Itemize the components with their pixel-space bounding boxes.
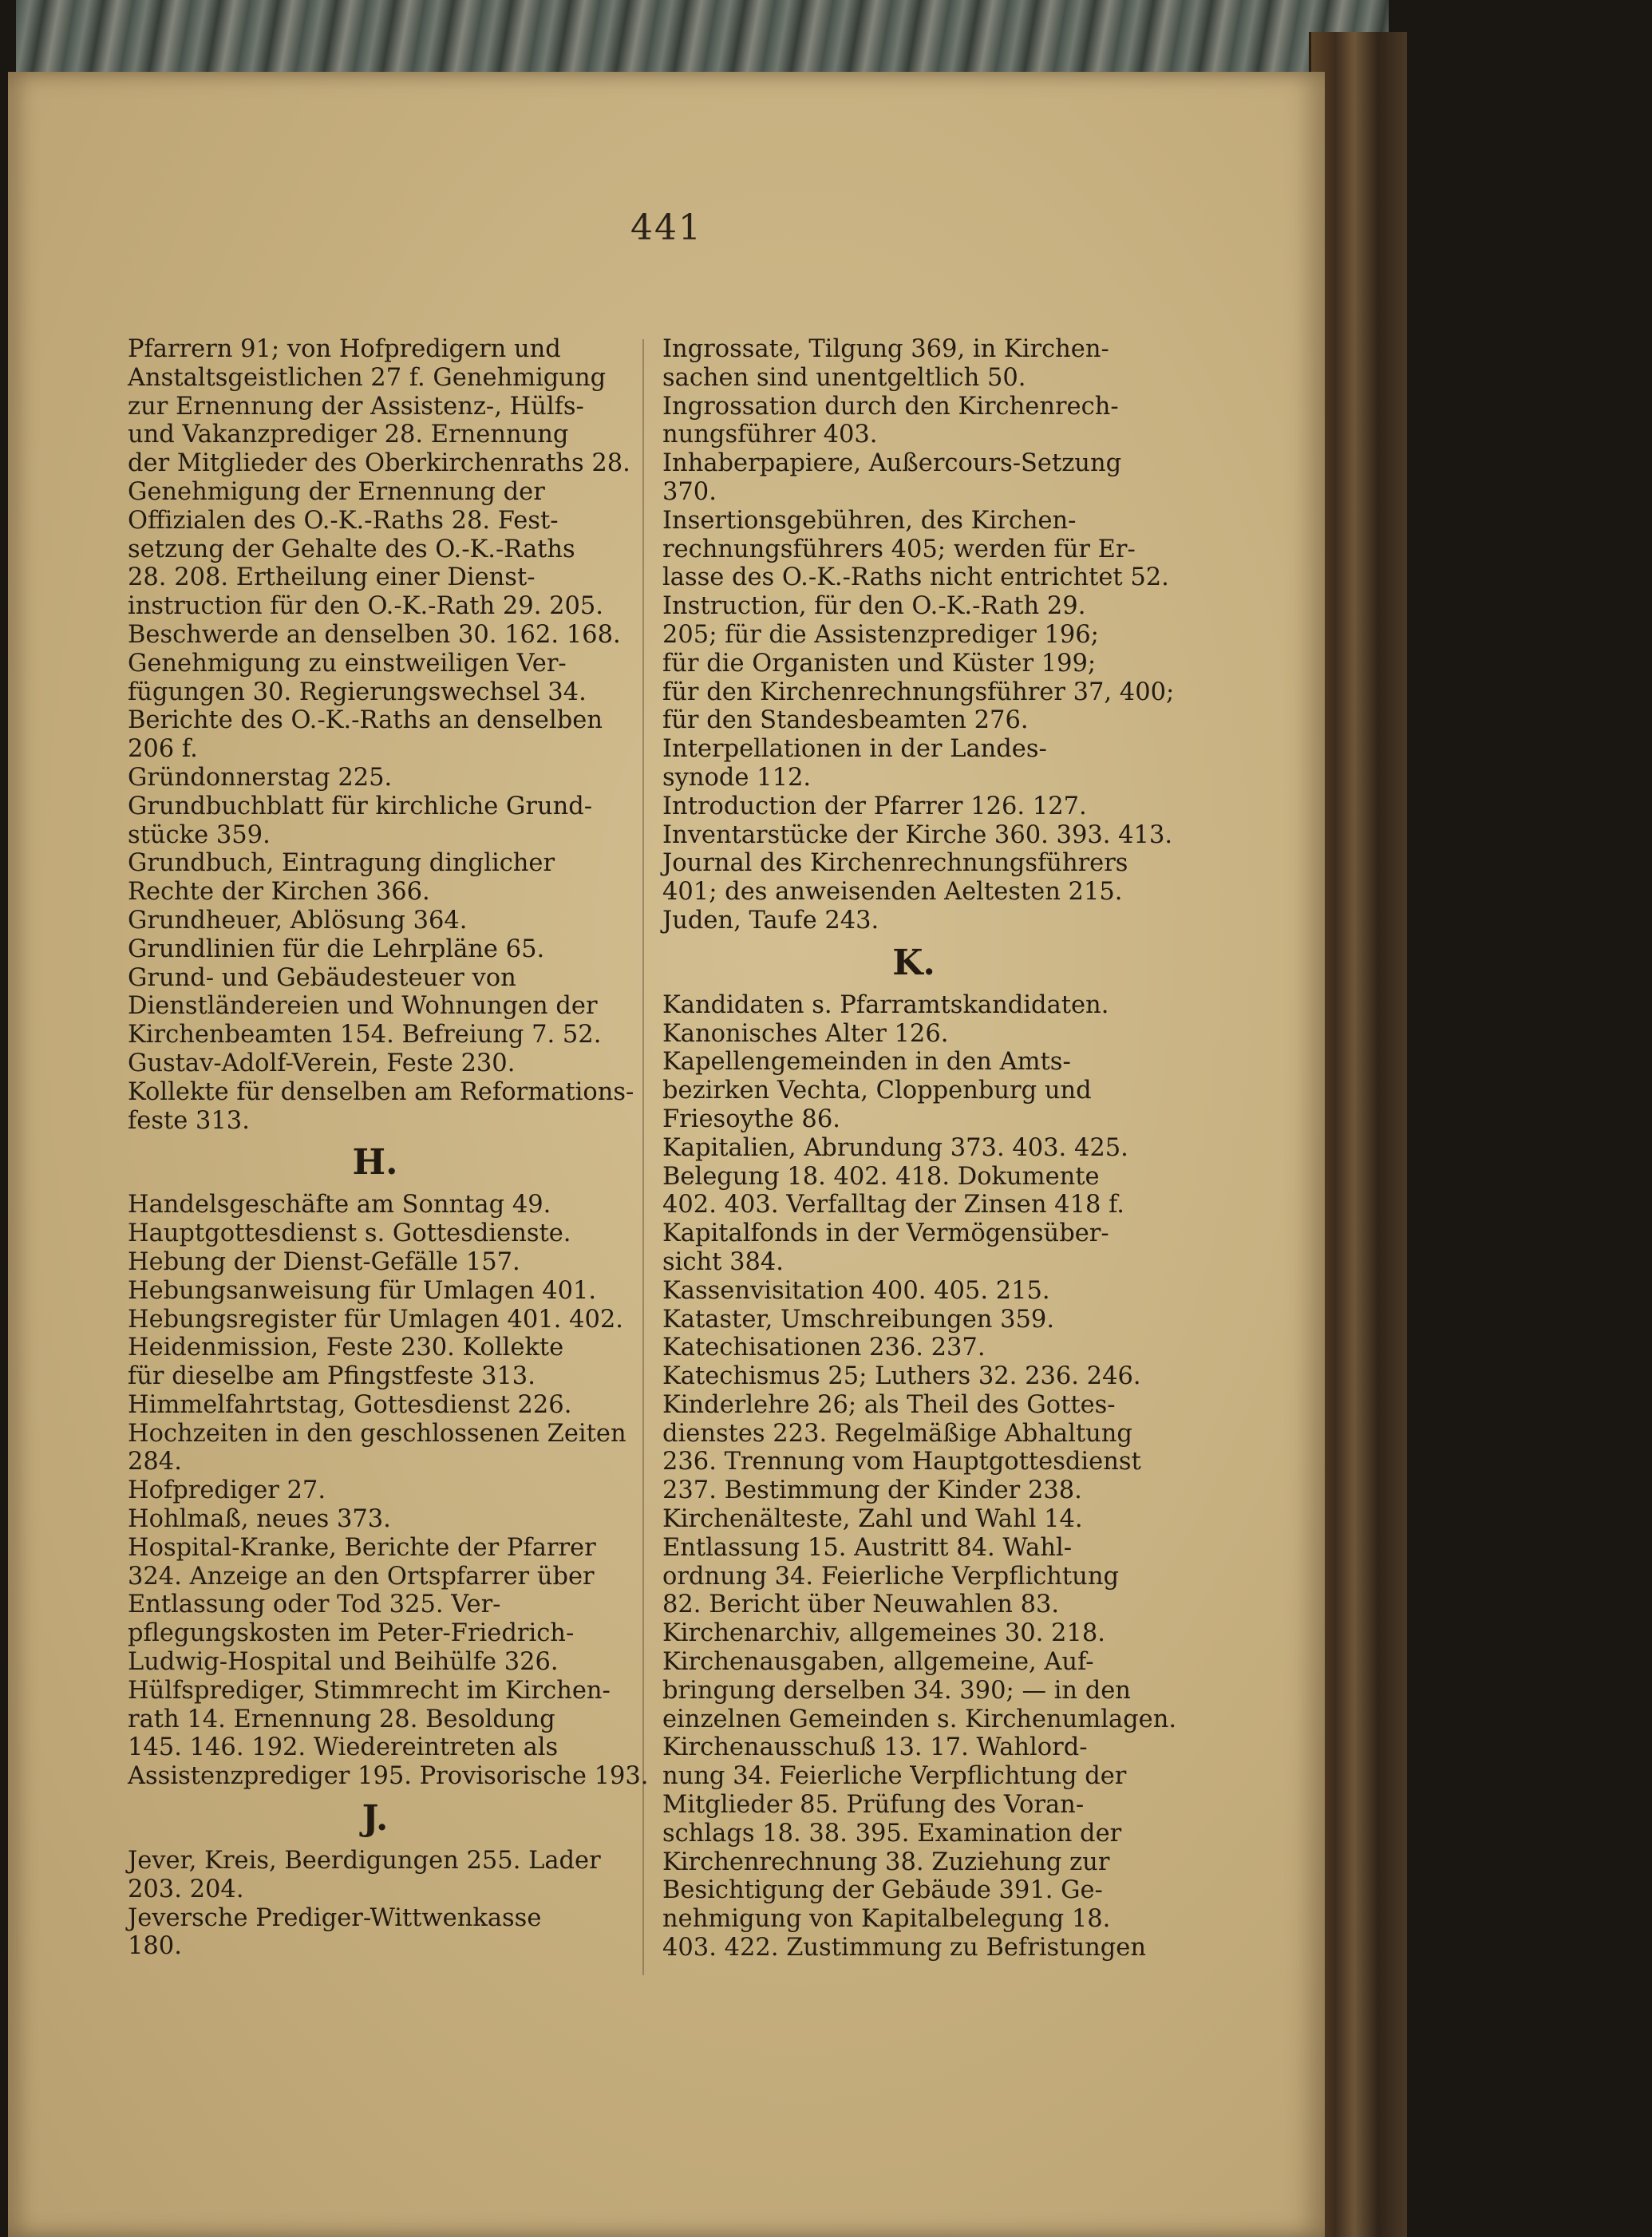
index-line: Entlassung 15. Austritt 84. Wahl- xyxy=(662,1533,1073,1562)
section-letter-h: H. xyxy=(352,1142,398,1184)
book-page xyxy=(8,72,1325,2237)
index-line: Rechte der Kirchen 366. xyxy=(128,878,430,907)
index-line: Ingrossate, Tilgung 369, in Kirchen- xyxy=(662,335,1109,363)
index-line: sachen sind unentgeltlich 50. xyxy=(662,363,1026,392)
index-line: nung 34. Feierliche Verpflichtung der xyxy=(662,1762,1127,1791)
index-line: 206 f. xyxy=(128,735,198,764)
index-line: 145. 146. 192. Wiedereintreten als xyxy=(128,1733,559,1762)
index-line: Juden, Taufe 243. xyxy=(662,906,879,935)
index-line: Inventarstücke der Kirche 360. 393. 413. xyxy=(662,820,1173,849)
index-line: Assistenzprediger 195. Provisorische 193. xyxy=(128,1762,649,1791)
index-line: nungsführer 403. xyxy=(662,421,878,449)
index-line: für dieselbe am Pfingstfeste 313. xyxy=(128,1362,536,1391)
index-line: Hospital-Kranke, Berichte der Pfarrer xyxy=(128,1533,596,1562)
index-line: Mitglieder 85. Prüfung des Voran- xyxy=(662,1791,1085,1820)
left-column xyxy=(128,335,649,1961)
index-line: Kinderlehre 26; als Theil des Gottes- xyxy=(662,1390,1116,1419)
index-line: synode 112. xyxy=(662,763,812,792)
index-line: einzelnen Gemeinden s. Kirchenumlagen. xyxy=(662,1705,1177,1733)
index-line: stücke 359. xyxy=(128,820,271,849)
index-line: Genehmigung zu einstweiligen Ver- xyxy=(128,649,567,678)
index-line: Hebungsregister für Umlagen 401. 402. xyxy=(128,1305,623,1334)
index-line: Jeversche Prediger-Wittwenkasse xyxy=(128,1903,542,1932)
index-line: Grundlinien für die Lehrpläne 65. xyxy=(128,935,545,963)
index-line: Kirchenälteste, Zahl und Wahl 14. xyxy=(662,1505,1083,1534)
index-line: 403. 422. Zustimmung zu Befristungen xyxy=(662,1934,1146,1962)
index-line: Ludwig-Hospital und Beihülfe 326. xyxy=(128,1648,559,1677)
index-line: 237. Bestimmung der Kinder 238. xyxy=(662,1476,1082,1505)
index-line: Friesoythe 86. xyxy=(662,1105,840,1133)
index-block-k xyxy=(662,990,1177,1962)
index-line: sicht 384. xyxy=(662,1247,784,1276)
index-line: 324. Anzeige an den Ortspfarrer über xyxy=(128,1562,595,1591)
index-line: Kirchenausgaben, allgemeine, Auf- xyxy=(662,1648,1094,1677)
index-line: Grund- und Gebäudesteuer von xyxy=(128,963,516,992)
index-line: bringung derselben 34. 390; — in den xyxy=(662,1676,1131,1705)
index-line: Jever, Kreis, Beerdigungen 255. Lader xyxy=(128,1847,601,1875)
index-line: Hohlmaß, neues 373. xyxy=(128,1505,391,1534)
index-line: 28. 208. Ertheilung einer Dienst- xyxy=(128,563,536,592)
index-line: Instruction, für den O.-K.-Rath 29. xyxy=(662,592,1086,621)
index-line: rath 14. Ernennung 28. Besoldung xyxy=(128,1705,555,1733)
index-line: Kirchenrechnung 38. Zuziehung zur xyxy=(662,1848,1110,1876)
index-line: Grundbuchblatt für kirchliche Grund- xyxy=(128,792,593,820)
index-line: 205; für die Assistenzprediger 196; xyxy=(662,620,1099,649)
index-line: Grundbuch, Eintragung dinglicher xyxy=(128,849,555,878)
right-column xyxy=(662,335,1177,1962)
index-line: Kanonisches Alter 126. xyxy=(662,1019,949,1048)
index-line: schlags 18. 38. 395. Examination der xyxy=(662,1819,1122,1848)
section-letter-j: J. xyxy=(362,1798,389,1840)
column-divider xyxy=(642,339,644,1975)
index-line: Pfarrern 91; von Hofpredigern und xyxy=(128,335,561,363)
index-line: pflegungskosten im Peter-Friedrich- xyxy=(128,1619,575,1648)
index-line: Kirchenarchiv, allgemeines 30. 218. xyxy=(662,1619,1105,1648)
index-line: Insertionsgebühren, des Kirchen- xyxy=(662,506,1077,535)
index-line: Handelsgeschäfte am Sonntag 49. xyxy=(128,1191,551,1219)
index-line: dienstes 223. Regelmäßige Abhaltung xyxy=(662,1419,1132,1448)
index-line: Gustav-Adolf-Verein, Feste 230. xyxy=(128,1049,516,1077)
index-line: Kirchenausschuß 13. 17. Wahlord- xyxy=(662,1733,1088,1762)
section-letter-k: K. xyxy=(892,942,935,983)
index-line: Kapitalfonds in der Vermögensüber- xyxy=(662,1219,1109,1248)
index-line: Kapellengemeinden in den Amts- xyxy=(662,1048,1071,1077)
index-line: Heidenmission, Feste 230. Kollekte xyxy=(128,1334,564,1362)
index-line: Kassenvisitation 400. 405. 215. xyxy=(662,1276,1050,1305)
index-line: setzung der Gehalte des O.-K.-Raths xyxy=(128,535,575,563)
index-line: für den Standesbeamten 276. xyxy=(662,706,1029,735)
index-line: 370. xyxy=(662,477,717,506)
index-line: fügungen 30. Regierungswechsel 34. xyxy=(128,678,587,706)
index-line: instruction für den O.-K.-Rath 29. 205. xyxy=(128,592,604,621)
index-line: rechnungsführers 405; werden für Er- xyxy=(662,535,1136,563)
index-line: Katechisationen 236. 237. xyxy=(662,1334,986,1362)
index-line: Genehmigung der Ernennung der xyxy=(128,477,545,506)
index-line: Hebungsanweisung für Umlagen 401. xyxy=(128,1276,597,1305)
index-line: der Mitglieder des Oberkirchenraths 28. xyxy=(128,449,630,478)
index-line: Kollekte für denselben am Reformations- xyxy=(128,1077,634,1106)
index-line: lasse des O.-K.-Raths nicht entrichtet 52. xyxy=(662,563,1169,592)
index-line: Kirchenbeamten 154. Befreiung 7. 52. xyxy=(128,1021,602,1049)
index-line: Interpellationen in der Landes- xyxy=(662,735,1047,764)
index-line: Hülfsprediger, Stimmrecht im Kirchen- xyxy=(128,1676,611,1705)
index-block-i xyxy=(662,335,1175,935)
index-line: Kandidaten s. Pfarramtskandidaten. xyxy=(662,990,1109,1019)
index-line: Berichte des O.-K.-Raths an denselben xyxy=(128,706,603,735)
index-line: Offizialen des O.-K.-Raths 28. Fest- xyxy=(128,506,559,535)
index-line: Katechismus 25; Luthers 32. 236. 246. xyxy=(662,1362,1141,1391)
index-line: Entlassung oder Tod 325. Ver- xyxy=(128,1591,501,1619)
index-line: Gründonnerstag 225. xyxy=(128,763,393,792)
index-line: Hofprediger 27. xyxy=(128,1476,326,1505)
index-line: Hebung der Dienst-Gefälle 157. xyxy=(128,1247,520,1276)
index-line: Ingrossation durch den Kirchenrech- xyxy=(662,392,1119,421)
index-line: Inhaberpapiere, Außercours-Setzung xyxy=(662,449,1122,478)
index-line: für den Kirchenrechnungsführer 37, 400; xyxy=(662,678,1175,706)
index-line: Hochzeiten in den geschlossenen Zeiten xyxy=(128,1419,626,1448)
index-line: bezirken Vechta, Cloppenburg und xyxy=(662,1077,1092,1105)
index-line: 284. xyxy=(128,1448,182,1476)
index-line: Anstaltsgeistlichen 27 f. Genehmigung xyxy=(128,363,607,392)
index-line: 401; des anweisenden Aeltesten 215. xyxy=(662,878,1123,907)
index-line: Kapitalien, Abrundung 373. 403. 425. xyxy=(662,1133,1128,1162)
index-line: Journal des Kirchenrechnungsführers xyxy=(662,849,1128,878)
index-line: Belegung 18. 402. 418. Dokumente xyxy=(662,1162,1100,1191)
index-block-j xyxy=(128,1847,622,1961)
index-line: Kataster, Umschreibungen 359. xyxy=(662,1305,1055,1334)
index-line: 236. Trennung vom Hauptgottesdienst xyxy=(662,1448,1141,1476)
index-line: ordnung 34. Feierliche Verpflichtung xyxy=(662,1562,1119,1591)
index-line: für die Organisten und Küster 199; xyxy=(662,649,1097,678)
index-line: zur Ernennung der Assistenz-, Hülfs- xyxy=(128,392,584,421)
index-line: Beschwerde an denselben 30. 162. 168. xyxy=(128,620,621,649)
index-line: nehmigung von Kapitalbelegung 18. xyxy=(662,1905,1111,1934)
index-line: Grundheuer, Ablösung 364. xyxy=(128,906,468,935)
index-line: 82. Bericht über Neuwahlen 83. xyxy=(662,1591,1060,1619)
index-line: 203. 204. xyxy=(128,1875,244,1903)
index-block-g xyxy=(128,335,634,1135)
index-line: Besichtigung der Gebäude 391. Ge- xyxy=(662,1876,1103,1905)
index-line: Himmelfahrtstag, Gottesdienst 226. xyxy=(128,1390,572,1419)
index-line: Hauptgottesdienst s. Gottesdienste. xyxy=(128,1219,571,1248)
page-number: 441 xyxy=(630,207,702,248)
index-line: 180. xyxy=(128,1932,182,1961)
index-block-h xyxy=(128,1191,649,1791)
index-line: feste 313. xyxy=(128,1106,250,1135)
index-line: Introduction der Pfarrer 126. 127. xyxy=(662,792,1087,820)
index-line: Dienstländereien und Wohnungen der xyxy=(128,992,598,1021)
index-line: und Vakanzprediger 28. Ernennung xyxy=(128,421,569,449)
index-line: 402. 403. Verfalltag der Zinsen 418 f. xyxy=(662,1191,1124,1219)
